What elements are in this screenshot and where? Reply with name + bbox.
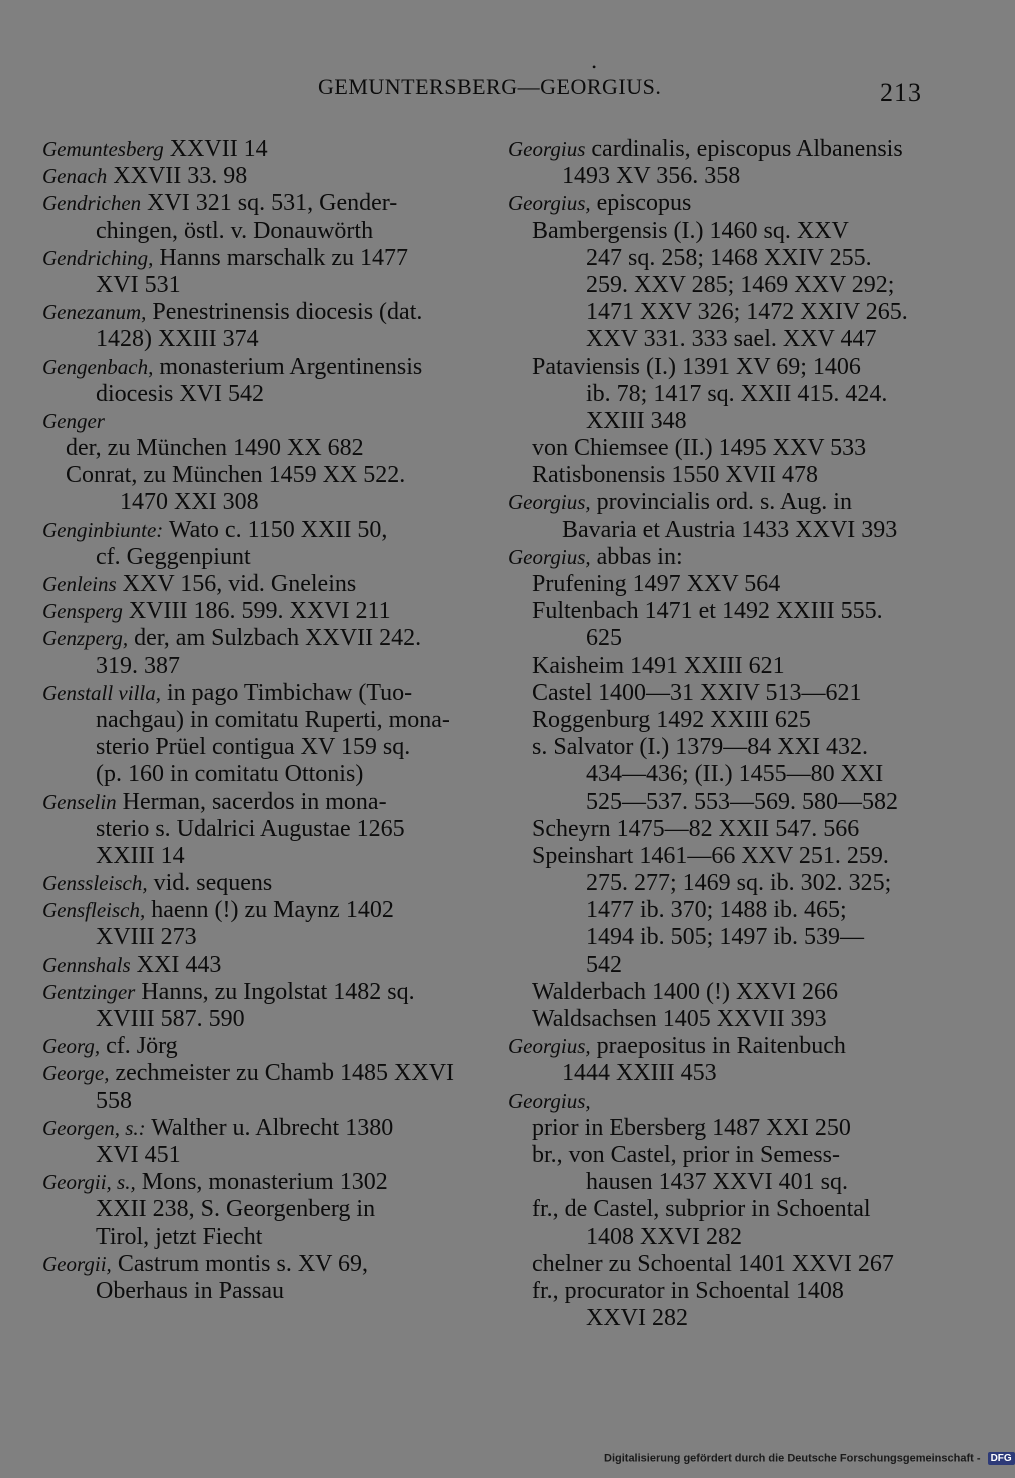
entry-headline — [508, 1088, 933, 1115]
entry-continuation — [42, 1142, 472, 1169]
sub-entry-line: Bambergensis (I.) 1460 sq. XXV — [532, 217, 849, 244]
entry-text: Tirol, jetzt Fiecht — [96, 1223, 263, 1250]
page-number: 213 — [880, 78, 922, 107]
sub-entry-continuation: 1494 ib. 505; 1497 ib. 539— — [586, 924, 865, 951]
sub-entry-continuation: 525—537. 553—569. 580—582 — [586, 788, 898, 815]
sub-entry-line: s. Salvator (I.) 1379—84 XXI 432. — [532, 734, 868, 761]
index-entry — [508, 1088, 933, 1333]
entry-text: cardinalis, episcopus Albanensis — [585, 136, 903, 162]
index-entry — [42, 979, 472, 1033]
entry-headline — [42, 789, 472, 816]
entry-continuation — [42, 734, 472, 761]
entry-text: 558 — [96, 1087, 132, 1114]
sub-entry-line: prior in Ebersberg 1487 XXI 250 — [532, 1114, 851, 1141]
sub-entry-continuation: 275. 277; 1469 sq. ib. 302. 325; — [586, 870, 892, 897]
entry-headline — [42, 571, 472, 598]
entry-headline — [42, 598, 472, 625]
entry-text: monasterium Argentinensis — [153, 353, 423, 380]
entry-text: Hanns marschalk zu 1477 — [153, 244, 409, 271]
index-entry — [508, 136, 933, 190]
entry-text: cf. Jörg — [100, 1033, 178, 1060]
entry-headline — [508, 489, 933, 516]
sub-entry-line: Kaisheim 1491 XXIII 621 — [532, 652, 785, 679]
entry-text: cf. Geggenpiunt — [96, 543, 251, 570]
sub-entry-continuation: XXIII 348 — [586, 407, 687, 434]
entry-lemma: Gennshals — [42, 952, 131, 977]
index-entry — [508, 489, 933, 543]
print-mark: • — [592, 60, 597, 74]
entry-text: praepositus in Raitenbuch — [590, 1033, 846, 1060]
index-entry — [508, 544, 933, 1033]
entry-lemma: Genach — [42, 164, 108, 189]
sub-entry-continuation: 542 — [586, 951, 622, 978]
entry-headline — [42, 163, 472, 190]
index-entry — [42, 136, 472, 163]
entry-continuation — [42, 761, 472, 788]
entry-lemma: Georgen, s.: — [42, 1115, 146, 1140]
entry-continuation — [42, 1278, 472, 1305]
entry-text: XXII 238, S. Georgenberg in — [96, 1196, 376, 1223]
sub-entry-continuation: 1408 XXVI 282 — [586, 1223, 742, 1250]
entry-lemma: Georgius — [508, 137, 586, 161]
entry-lemma: Georgius, — [508, 1088, 591, 1113]
index-entry — [42, 190, 472, 244]
index-entry — [42, 952, 472, 979]
entry-continuation — [42, 218, 472, 245]
index-entry — [42, 245, 472, 299]
entry-lemma: Georgius, — [508, 191, 591, 216]
entry-continuation — [508, 163, 933, 190]
entry-continuation — [42, 381, 472, 408]
index-entry — [42, 789, 472, 871]
sub-entry-line: chelner zu Schoental 1401 XXVI 267 — [532, 1250, 894, 1277]
index-entry — [42, 870, 472, 897]
entry-lemma: Georgius, — [508, 1034, 591, 1059]
sub-entry — [508, 680, 933, 707]
entry-headline — [508, 1033, 933, 1060]
index-entry — [508, 190, 933, 489]
entry-lemma: Gensfleisch, — [42, 898, 146, 923]
entry-continuation — [42, 1088, 472, 1115]
sub-entry-line: fr., procurator in Schoental 1408 — [532, 1277, 844, 1304]
footer-credit — [604, 1452, 1015, 1472]
entry-continuation — [42, 816, 472, 843]
index-entry — [42, 1115, 472, 1169]
entry-lemma: Gemuntesberg — [42, 137, 164, 161]
entry-text: haenn (!) zu Maynz 1402 — [145, 897, 394, 924]
sub-entry — [508, 354, 933, 436]
entry-continuation — [42, 653, 472, 680]
entry-text: 1493 XV 356. 358 — [562, 163, 741, 190]
entry-headline — [42, 680, 472, 707]
entry-headline — [508, 190, 933, 217]
sub-entry-line: Waldsachsen 1405 XXVII 393 — [532, 1006, 827, 1032]
entry-text: diocesis XVI 542 — [96, 380, 264, 407]
entry-headline — [42, 299, 472, 326]
entry-headline — [42, 1169, 472, 1196]
entry-text: zechmeister zu Chamb 1485 XXVI — [109, 1060, 455, 1087]
entry-lemma: Genzperg, — [42, 626, 129, 651]
entry-headline — [508, 544, 933, 571]
entry-lemma: Genezanum, — [42, 300, 147, 325]
entry-text: sterio s. Udalrici Augustae 1265 — [96, 815, 405, 842]
sub-entry-continuation: 1471 XXV 326; 1472 XXIV 265. — [586, 299, 908, 326]
entry-continuation — [42, 326, 472, 353]
right-column — [508, 136, 933, 1332]
entry-text: XVI 531 — [96, 271, 181, 298]
sub-entry — [508, 218, 933, 354]
index-entry — [42, 354, 472, 408]
entry-text: 1444 XXIII 453 — [562, 1060, 717, 1087]
entry-text: XXVII 33. 98 — [107, 163, 248, 190]
entry-lemma: Georgii, — [42, 1251, 112, 1276]
entry-lemma: Gentzinger — [42, 979, 136, 1004]
index-entry — [42, 598, 472, 625]
entry-lemma: George, — [42, 1061, 110, 1086]
entry-text: nachgau) in comitatu Ruperti, mona- — [96, 706, 450, 733]
sub-entry — [508, 1278, 933, 1332]
entry-text: vid. sequens — [147, 870, 273, 897]
sub-entry-continuation: XXVI 282 — [586, 1305, 688, 1332]
entry-text: Walther u. Albrecht 1380 — [145, 1114, 394, 1141]
entry-text: 319. 387 — [96, 652, 180, 679]
footer-text: Digitalisierung gefördert durch die Deutsche Forschungsgemeinschaft - — [604, 1452, 981, 1465]
index-entry — [42, 571, 472, 598]
sub-entry — [42, 435, 472, 462]
sub-entry — [508, 598, 933, 652]
entry-headline — [42, 1060, 472, 1087]
entry-lemma: Genginbiunte: — [42, 517, 164, 542]
entry-continuation — [508, 1060, 933, 1087]
entry-headline — [42, 897, 472, 924]
entry-text: XXVII 14 — [163, 136, 268, 162]
entry-lemma: Genstall villa, — [42, 680, 161, 705]
sub-entry-line: fr., de Castel, subprior in Schoental — [532, 1196, 871, 1223]
sub-entry-continuation: 259. XXV 285; 1469 XXV 292; — [586, 271, 895, 298]
entry-lemma: Gensperg — [42, 599, 123, 624]
sub-entry-continuation: XXV 331. 333 sael. XXV 447 — [586, 326, 877, 353]
entry-continuation — [42, 707, 472, 734]
sub-entry — [508, 1115, 933, 1142]
sub-entry-line: von Chiemsee (II.) 1495 XXV 533 — [532, 435, 867, 462]
entry-text: XXI 443 — [130, 951, 222, 978]
entry-headline — [42, 870, 472, 897]
entry-text: Wato c. 1150 XXII 50, — [163, 516, 388, 543]
sub-entry-line: der, zu München 1490 XX 682 — [66, 435, 364, 462]
sub-entry — [508, 1196, 933, 1250]
index-entry — [42, 680, 472, 789]
entry-lemma: Gengenbach, — [42, 354, 154, 379]
running-title: GEMUNTERSBERG—GEORGIUS. — [318, 74, 662, 99]
entry-lemma: Georgii, s., — [42, 1170, 136, 1195]
sub-entry-line: Castel 1400—31 XXIV 513—621 — [532, 679, 862, 706]
sub-entry — [508, 734, 933, 816]
sub-entry-continuation: hausen 1437 XXVI 401 sq. — [586, 1169, 848, 1196]
sub-entry-line: Speinshart 1461—66 XXV 251. 259. — [532, 842, 889, 869]
sub-entry — [508, 816, 933, 843]
entry-text: XVI 321 sq. 531, Gender- — [141, 190, 398, 217]
sub-entry — [508, 462, 933, 489]
entry-headline — [42, 354, 472, 381]
entry-headline — [42, 517, 472, 544]
sub-entry-line: Conrat, zu München 1459 XX 522. — [66, 462, 406, 489]
sub-entry-line: Pataviensis (I.) 1391 XV 69; 1406 — [532, 353, 861, 380]
entry-headline — [42, 979, 472, 1006]
sub-entry — [508, 571, 933, 598]
sub-entry — [508, 435, 933, 462]
entry-text: XXIII 14 — [96, 842, 185, 869]
entry-text: Mons, monasterium 1302 — [135, 1169, 388, 1196]
entry-headline — [508, 136, 933, 163]
entry-lemma: Georgius, — [508, 490, 591, 515]
entry-continuation — [42, 544, 472, 571]
entry-continuation — [42, 1196, 472, 1223]
index-entry — [42, 163, 472, 190]
entry-continuation — [42, 924, 472, 951]
entry-lemma: Genleins — [42, 572, 117, 596]
sub-entry — [508, 979, 933, 1006]
entry-headline — [42, 1115, 472, 1142]
index-entry — [42, 1060, 472, 1114]
entry-lemma: Genselin — [42, 789, 117, 814]
entry-text: provincialis ord. s. Aug. in — [590, 489, 852, 516]
entry-headline — [42, 1251, 472, 1278]
sub-entry-line: Prufening 1497 XXV 564 — [532, 571, 781, 597]
index-entry — [42, 625, 472, 679]
entry-headline — [42, 625, 472, 652]
sub-entry — [508, 1006, 933, 1033]
entry-text: sterio Prüel contigua XV 159 sq. — [96, 734, 411, 761]
index-entry — [42, 1251, 472, 1305]
index-entry — [42, 408, 472, 517]
entry-text: Hanns, zu Ingolstat 1482 sq. — [135, 978, 415, 1005]
sub-entry-continuation: 1470 XXI 308 — [120, 489, 259, 516]
sub-entry-continuation: ib. 78; 1417 sq. XXII 415. 424. — [586, 380, 888, 407]
entry-text: der, am Sulzbach XXVII 242. — [128, 625, 422, 652]
entry-text: Herman, sacerdos in mona- — [116, 788, 387, 815]
entry-continuation — [42, 1006, 472, 1033]
index-entry — [42, 517, 472, 571]
entry-lemma: Gendrichen — [42, 191, 142, 216]
dfg-logo: DFG — [988, 1452, 1015, 1465]
entry-text: Castrum montis s. XV 69, — [111, 1250, 369, 1277]
entry-text: Oberhaus in Passau — [96, 1277, 284, 1304]
entry-headline — [42, 190, 472, 217]
entry-text: in pago Timbichaw (Tuo- — [161, 679, 413, 706]
sub-entry — [508, 653, 933, 680]
sub-entry-line: br., von Castel, prior in Semess- — [532, 1141, 840, 1168]
sub-entry-line: Scheyrn 1475—82 XXII 547. 566 — [532, 815, 860, 842]
entry-text: XVI 451 — [96, 1141, 181, 1168]
entry-text: abbas in: — [590, 543, 683, 570]
entry-headline — [42, 245, 472, 272]
index-entry — [42, 1169, 472, 1251]
sub-entry-line: Roggenburg 1492 XXIII 625 — [532, 706, 811, 733]
entry-text: XXV 156, vid. Gneleins — [116, 571, 357, 597]
entry-text: Bavaria et Austria 1433 XXVI 393 — [562, 516, 898, 543]
entry-text: XVIII 273 — [96, 924, 197, 951]
sub-entry-continuation: 247 sq. 258; 1468 XXIV 255. — [586, 244, 872, 271]
entry-lemma: Gendriching, — [42, 245, 154, 270]
index-entry — [42, 299, 472, 353]
sub-entry — [508, 843, 933, 979]
sub-entry — [508, 1142, 933, 1196]
entry-headline — [42, 408, 472, 435]
entry-continuation — [42, 843, 472, 870]
sub-entry — [42, 462, 472, 516]
entry-headline — [42, 136, 472, 163]
entry-lemma: Georg, — [42, 1034, 101, 1059]
sub-entry-continuation: 625 — [586, 625, 622, 652]
entry-lemma: Georgius, — [508, 544, 591, 569]
sub-entry-line: Ratisbonensis 1550 XVII 478 — [532, 462, 818, 489]
entry-text: XVIII 186. 599. XXVI 211 — [122, 598, 391, 625]
entry-text: (p. 160 in comitatu Ottonis) — [96, 761, 364, 788]
index-entry — [508, 1033, 933, 1087]
sub-entry — [508, 1251, 933, 1278]
entry-headline — [42, 1033, 472, 1060]
index-entry — [42, 1033, 472, 1060]
entry-text: episcopus — [590, 190, 692, 217]
entry-text: XVIII 587. 590 — [96, 1006, 245, 1032]
index-entry — [42, 897, 472, 951]
entry-continuation — [508, 517, 933, 544]
entry-headline — [42, 952, 472, 979]
entry-continuation — [42, 272, 472, 299]
sub-entry-line: Fultenbach 1471 et 1492 XXIII 555. — [532, 598, 883, 625]
entry-continuation — [42, 1224, 472, 1251]
entry-lemma: Genger — [42, 408, 105, 433]
sub-entry — [508, 707, 933, 734]
running-head — [0, 74, 1000, 114]
sub-entry-line: Walderbach 1400 (!) XXVI 266 — [532, 978, 838, 1005]
sub-entry-continuation: 1477 ib. 370; 1488 ib. 465; — [586, 897, 847, 924]
entry-lemma: Genssleisch, — [42, 871, 148, 896]
entry-text: 1428) XXIII 374 — [96, 326, 259, 353]
sub-entry-continuation: 434—436; (II.) 1455—80 XXI — [586, 761, 884, 788]
entry-text: Penestrinensis diocesis (dat. — [146, 299, 423, 326]
entry-text: chingen, östl. v. Donauwörth — [96, 217, 374, 244]
left-column — [42, 136, 472, 1305]
